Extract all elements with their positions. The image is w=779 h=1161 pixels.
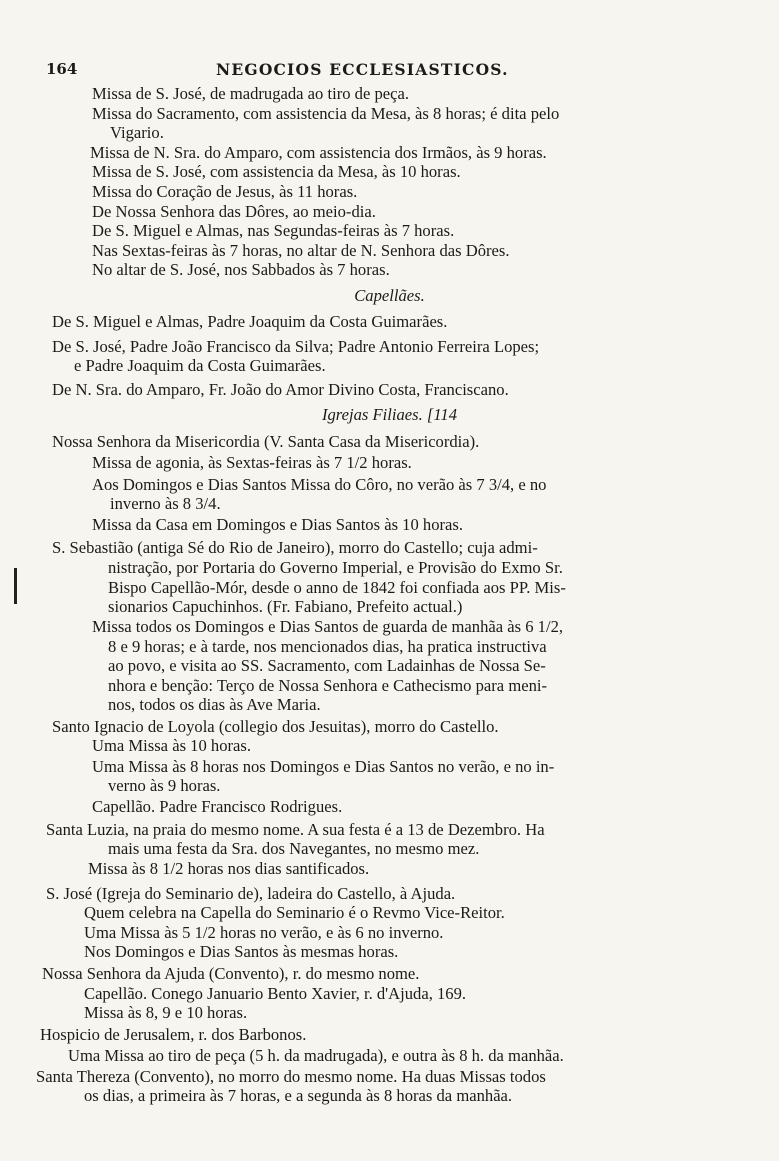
- text-line: Uma Missa às 10 horas.: [92, 736, 252, 755]
- text-line: Uma Missa às 8 horas nos Domingos e Dias Santos no verão, e no in-: [92, 757, 555, 776]
- text-line: De S. Miguel e Almas, Padre Joaquim da Costa Guimarães.: [52, 312, 448, 331]
- text-line: nhora e benção: Terço de Nossa Senhora e Cathecismo para meni-: [108, 676, 548, 695]
- text-line: S. José (Igreja do Seminario de), ladeira do Castello, à Ajuda.: [46, 884, 456, 903]
- margin-mark: [14, 568, 17, 604]
- text-line: sionarios Capuchinhos. (Fr. Fabiano, Prefeito actual.): [108, 597, 463, 616]
- text-line: Santo Ignacio de Loyola (collegio dos Jesuitas), morro do Castello.: [52, 717, 499, 736]
- text-line: Missa de S. José, de madrugada ao tiro de peça.: [92, 84, 410, 103]
- text-line: verno às 9 horas.: [108, 776, 221, 795]
- text-line: Santa Thereza (Convento), no morro do mesmo nome. Ha duas Missas todos: [36, 1067, 546, 1086]
- text-line: Capellão. Conego Januario Bento Xavier, r. d'Ajuda, 169.: [84, 984, 467, 1003]
- text-line: Nossa Senhora da Ajuda (Convento), r. do mesmo nome.: [42, 964, 420, 983]
- running-title: NEGOCIOS ECCLESIASTICOS.: [216, 60, 509, 79]
- text-line: e Padre Joaquim da Costa Guimarães.: [74, 356, 326, 375]
- text-line: Missa de S. José, com assistencia da Mesa, às 10 horas.: [92, 162, 461, 181]
- text-line: Quem celebra na Capella do Seminario é o Revmo Vice-Reitor.: [84, 903, 505, 922]
- text-line: Nossa Senhora da Misericordia (V. Santa Casa da Misericordia).: [52, 432, 480, 451]
- text-line: De Nossa Senhora das Dôres, ao meio-dia.: [92, 202, 376, 221]
- text-line: os dias, a primeira às 7 horas, e a segunda às 8 horas da manhãa.: [84, 1086, 513, 1105]
- section-heading: Capellães.: [354, 286, 425, 305]
- text-line: De S. José, Padre João Francisco da Silva; Padre Antonio Ferreira Lopes;: [52, 337, 540, 356]
- text-line: De S. Miguel e Almas, nas Segundas-feiras às 7 horas.: [92, 221, 455, 240]
- text-line: Missa às 8 1/2 horas nos dias santificados.: [88, 859, 370, 878]
- text-line: ao povo, e visita ao SS. Sacramento, com Ladainhas de Nossa Se-: [108, 656, 546, 675]
- text-line: 8 e 9 horas; e à tarde, nos mencionados dias, ha pratica instructiva: [108, 637, 547, 656]
- text-line: Missa do Coração de Jesus, às 11 horas.: [92, 182, 358, 201]
- text-line: Bispo Capellão-Mór, desde o anno de 1842 foi confiada aos PP. Mis-: [108, 578, 566, 597]
- text-line: Aos Domingos e Dias Santos Missa do Côro, no verão às 7 3/4, e no: [92, 475, 547, 494]
- text-line: Capellão. Padre Francisco Rodrigues.: [92, 797, 343, 816]
- text-line: Nos Domingos e Dias Santos às mesmas horas.: [84, 942, 399, 961]
- text-line: De N. Sra. do Amparo, Fr. João do Amor Divino Costa, Franciscano.: [52, 380, 509, 399]
- text-line: Uma Missa às 5 1/2 horas no verão, e às 6 no inverno.: [84, 923, 444, 942]
- text-line: Hospicio de Jerusalem, r. dos Barbonos.: [40, 1025, 307, 1044]
- text-line: Missa da Casa em Domingos e Dias Santos às 10 horas.: [92, 515, 464, 534]
- page-number: 164: [46, 60, 78, 78]
- text-line: Missa de N. Sra. do Amparo, com assistencia dos Irmãos, às 9 horas.: [90, 143, 547, 162]
- section-heading: Igrejas Filiaes. [114: [321, 405, 458, 424]
- text-line: Uma Missa ao tiro de peça (5 h. da madrugada), e outra às 8 h. da manhãa.: [68, 1046, 564, 1065]
- text-line: Santa Luzia, na praia do mesmo nome. A sua festa é a 13 de Dezembro. Ha: [46, 820, 545, 839]
- text-line: nistração, por Portaria do Governo Imperial, e Provisão do Exmo Sr.: [108, 558, 563, 577]
- text-line: Missa todos os Domingos e Dias Santos de guarda de manhãa às 6 1/2,: [92, 617, 564, 636]
- text-line: mais uma festa da Sra. dos Navegantes, no mesmo mez.: [108, 839, 480, 858]
- text-line: Missa às 8, 9 e 10 horas.: [84, 1003, 248, 1022]
- text-line: nos, todos os dias às Ave Maria.: [108, 695, 321, 714]
- text-line: S. Sebastião (antiga Sé do Rio de Janeiro), morro do Castello; cuja admi-: [52, 538, 538, 557]
- text-line: Missa do Sacramento, com assistencia da Mesa, às 8 horas; é dita pelo: [92, 104, 560, 123]
- text-line: Nas Sextas-feiras às 7 horas, no altar de N. Senhora das Dôres.: [92, 241, 510, 260]
- running-header: [0, 60, 779, 84]
- text-line: inverno às 8 3/4.: [110, 494, 221, 513]
- text-line: No altar de S. José, nos Sabbados às 7 horas.: [92, 260, 390, 279]
- text-line: Missa de agonia, às Sextas-feiras às 7 1/2 horas.: [92, 453, 412, 472]
- text-line: Vigario.: [110, 123, 164, 142]
